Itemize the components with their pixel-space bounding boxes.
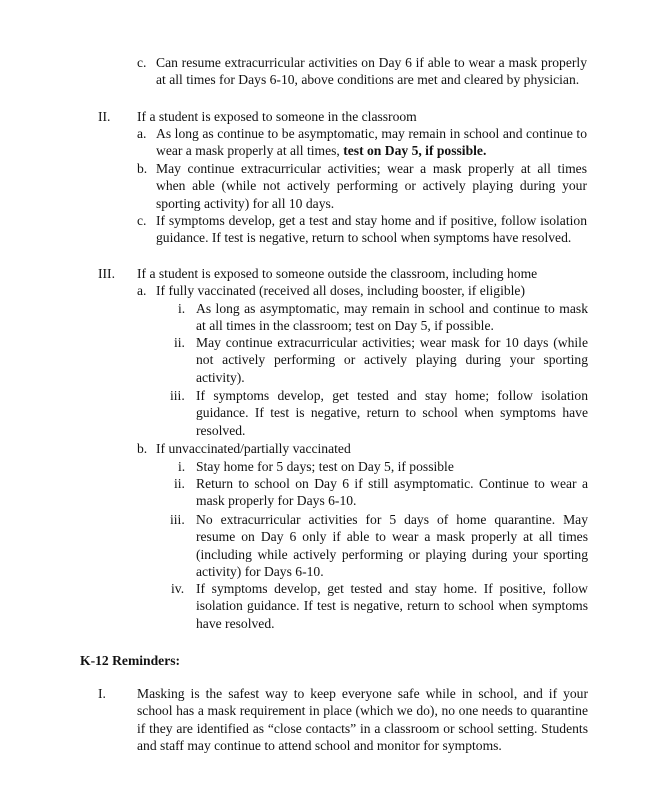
list-marker: iii.	[170, 388, 185, 403]
list-marker: i.	[178, 459, 186, 474]
list-marker: c.	[137, 213, 147, 228]
list-item-text: May continue extracurricular activities; wear mask for 10 days (while not actively performing or actively playing during your sporting activity).	[196, 335, 588, 385]
list-marker: b.	[137, 441, 148, 456]
list-marker: a.	[137, 283, 147, 298]
item-text-regular: As long as continue to be asymptomatic, may remain in school and continue to wear a mask properly at all times,	[156, 126, 587, 159]
list-marker: I.	[98, 686, 106, 701]
section-heading-text: If a student is exposed to someone outside the classroom, including home	[137, 266, 538, 281]
section-marker: II.	[98, 109, 111, 124]
list-item-text	[156, 125, 587, 160]
list-item-text: If symptoms develop, get tested and stay home. If positive, follow isolation guidance. If test is negative, return to school when symptoms have resolved.	[196, 581, 588, 631]
list-marker: c.	[137, 55, 147, 70]
section-marker: III.	[98, 266, 115, 281]
list-item-text: Return to school on Day 6 if still asymptomatic. Continue to wear a mask properly for Days 6-10.	[196, 476, 588, 509]
list-item-text: If symptoms develop, get tested and stay home; follow isolation guidance. If test is negative, return to school when symptoms have resolved.	[196, 388, 588, 438]
list-marker: a.	[137, 126, 147, 141]
list-marker: ii.	[174, 476, 185, 491]
list-marker: iii.	[170, 512, 185, 527]
reminders-heading: K-12 Reminders:	[80, 653, 181, 668]
section-heading-text: If a student is exposed to someone in the classroom	[137, 109, 417, 124]
list-item-text: If fully vaccinated (received all doses, including booster, if eligible)	[156, 283, 525, 298]
list-item-text: Stay home for 5 days; test on Day 5, if possible	[196, 459, 454, 474]
list-marker: b.	[137, 161, 148, 176]
list-item-text: If unvaccinated/partially vaccinated	[156, 441, 351, 456]
item-text-bold: test on Day 5, if possible.	[343, 143, 487, 159]
list-item-text: As long as asymptomatic, may remain in school and continue to mask at all times in the classroom; test on Day 5, if possible.	[196, 301, 588, 334]
list-item-text: Masking is the safest way to keep everyone safe while in school, and if your school has a mask requirement in place (which we do), no one needs to quarantine if they are identified as “close contacts” in a classroom or school setting. Students and staff may continue to attend school and monitor for symptoms.	[137, 686, 588, 754]
list-item-text: Can resume extracurricular activities on Day 6 if able to wear a mask properly at all times for Days 6-10, above conditions are met and cleared by physician.	[156, 55, 587, 88]
list-item-text: If symptoms develop, get a test and stay home and if positive, follow isolation guidance. If test is negative, return to school when symptoms have resolved.	[156, 213, 587, 246]
list-item-text: No extracurricular activities for 5 days of home quarantine. May resume on Day 6 only if able to wear a mask properly at all times (including while actively performing or playing during your sporting activity) for Days 6-10.	[196, 512, 588, 580]
list-item-text: May continue extracurricular activities; wear a mask properly at all times when able (while not actively performing or actively playing during your sporting activity) for all 10 days.	[156, 161, 587, 211]
list-marker: ii.	[174, 335, 185, 350]
list-marker: i.	[178, 301, 186, 316]
list-marker: iv.	[171, 581, 185, 596]
